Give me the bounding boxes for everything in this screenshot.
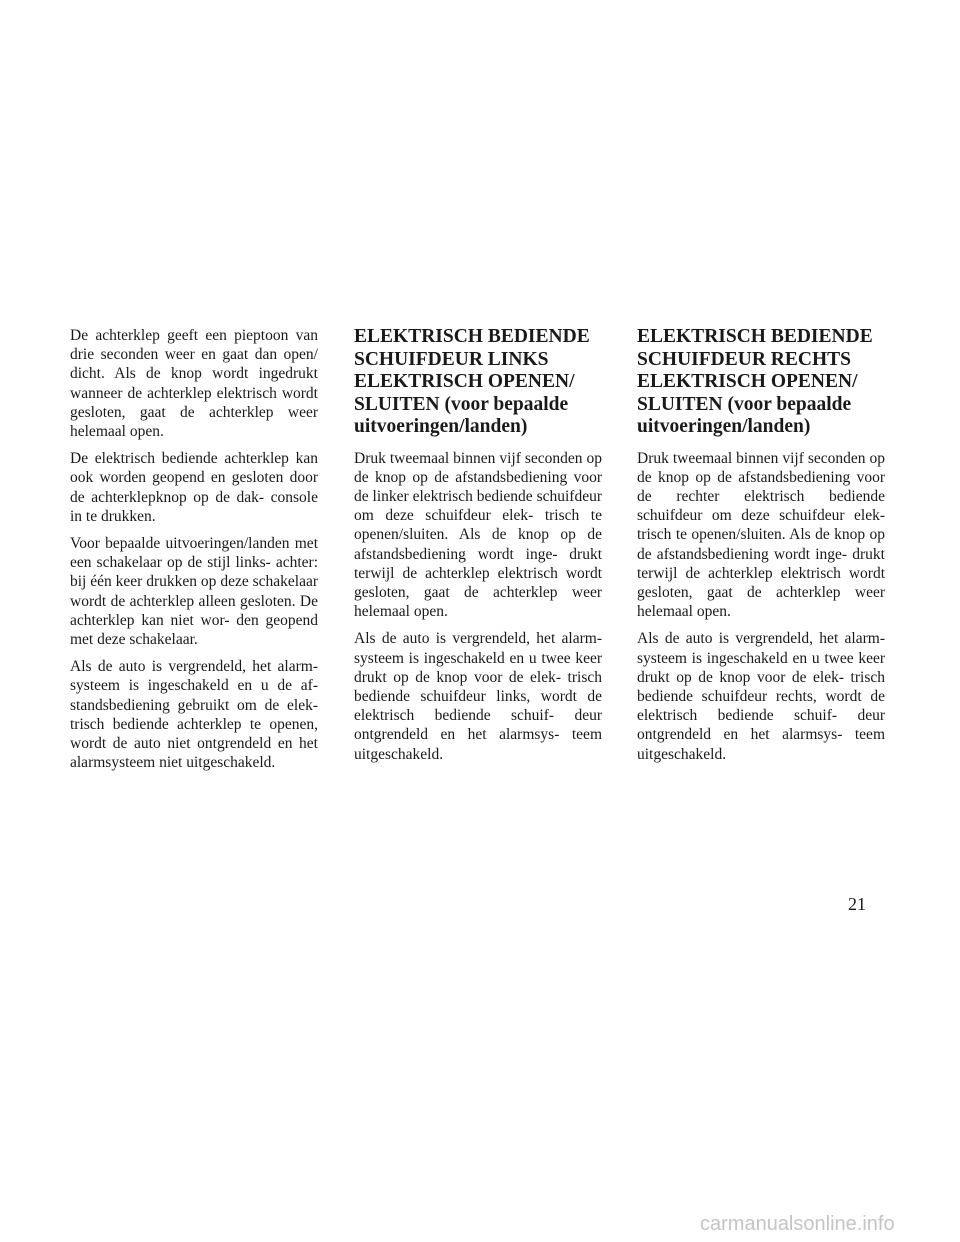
- column-middle: [354, 326, 602, 772]
- section-heading-right-sliding-door: ELEKTRISCH BEDIENDE SCHUIFDEUR RECHTS ELEKTRISCH OPENEN/ SLUITEN (voor bepaalde uitvoeringen/landen): [637, 326, 873, 437]
- paragraph: Als de auto is vergrendeld, het alarm- systeem is ingeschakeld en u twee keer drukt op de knop voor de elek- trisch bediende schuifdeur rechts, wordt de elektrisch bediende schuif- deur ontgrendeld en het alarmsys- teem uitgeschakeld.: [637, 630, 885, 763]
- paragraph: Druk tweemaal binnen vijf seconden op de knop op de afstandsbediening voor de rechter elektrisch bediende schuifdeur om deze schuifdeur elek- trisch te openen/sluiten. Als de knop op de afstandsbediening wordt inge- drukt terwijl de achterklep elektrisch wordt gesloten, gaat de achterklep weer helemaal open.: [637, 449, 885, 621]
- paragraph: De achterklep geeft een pieptoon van drie seconden weer en gaat dan open/ dicht. Als de knop wordt ingedrukt wanneer de achterklep elektrisch wordt gesloten, gaat de achterklep weer helemaal open.: [70, 327, 318, 441]
- column-left: [70, 326, 318, 780]
- paragraph: Als de auto is vergrendeld, het alarm- systeem is ingeschakeld en u de af- standsbediening gebruikt om de elek- trisch bediende achterklep te openen, wordt de auto niet ontgrendeld en het alarmsysteem niet uitgeschakeld.: [70, 658, 318, 772]
- section-heading-left-sliding-door: ELEKTRISCH BEDIENDE SCHUIFDEUR LINKS ELEKTRISCH OPENEN/ SLUITEN (voor bepaalde uitvoeringen/landen): [354, 326, 590, 437]
- column-right: [637, 326, 885, 772]
- page-number: 21: [848, 894, 866, 914]
- paragraph: Als de auto is vergrendeld, het alarm- systeem is ingeschakeld en u twee keer drukt op de knop voor de elek- trisch bediende schuifdeur links, wordt de elektrisch bediende schuif- deur ontgrendeld en het alarmsys- teem uitgeschakeld.: [354, 630, 602, 763]
- paragraph: Druk tweemaal binnen vijf seconden op de knop op de afstandsbediening voor de linker elektrisch bediende schuifdeur om deze schuifdeur elek- trisch te openen/sluiten. Als de knop op de afstandsbediening wordt inge- drukt terwijl de achterklep elektrisch wordt gesloten, gaat de achterklep weer helemaal open.: [354, 449, 602, 621]
- watermark: carmanualsonline.info: [700, 1213, 895, 1235]
- paragraph: Voor bepaalde uitvoeringen/landen met een schakelaar op de stijl links- achter: bij één keer drukken op deze schakelaar wordt de achterklep alleen gesloten. De achterklep kan niet wor- den geopend met deze schakelaar.: [70, 535, 318, 649]
- paragraph: De elektrisch bediende achterklep kan ook worden geopend en gesloten door de achterklepknop op de dak- console in te drukken.: [70, 450, 318, 525]
